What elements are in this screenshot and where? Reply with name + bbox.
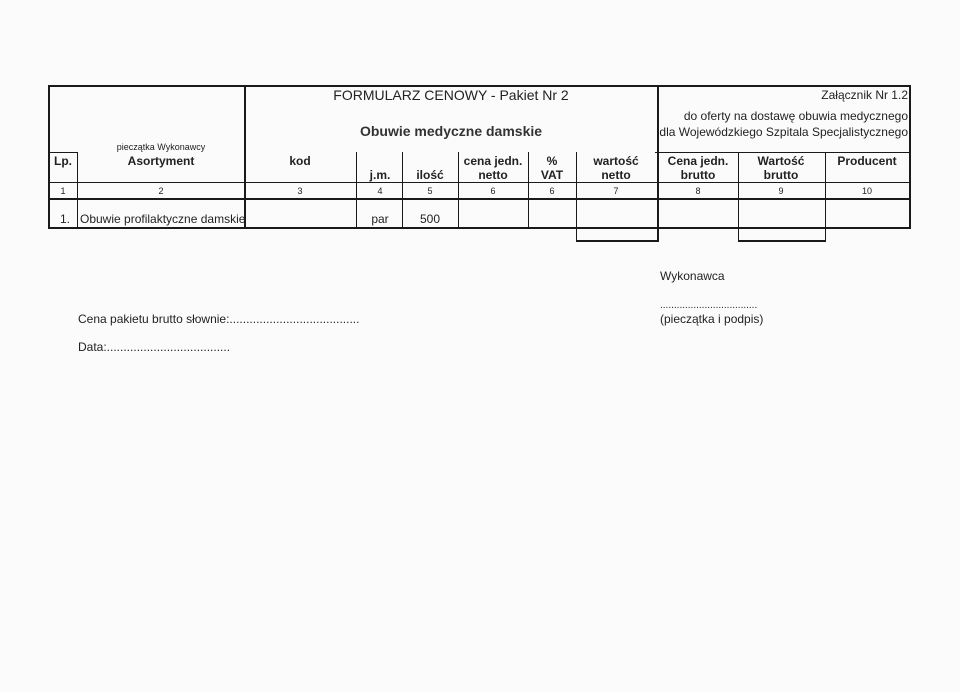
col-number: 5 bbox=[427, 186, 433, 196]
col-header-wartosc-netto-1: wartość bbox=[593, 154, 639, 168]
row-asortyment: Obuwie profilaktyczne damskie bbox=[80, 212, 246, 226]
col-header-ilosc: ilość bbox=[416, 168, 444, 182]
attachment-number: Załącznik Nr 1.2 bbox=[821, 88, 908, 102]
offer-line-2: dla Wojewódzkiego Szpitala Specjalistycznego bbox=[659, 125, 908, 139]
form-subtitle: Obuwie medyczne damskie bbox=[359, 123, 543, 139]
col-header-cena-netto-1: cena jedn. bbox=[463, 154, 523, 168]
col-header-asortyment: Asortyment bbox=[127, 154, 195, 168]
form-title: FORMULARZ CENOWY - Pakiet Nr 2 bbox=[333, 87, 569, 103]
col-number: 6 bbox=[549, 186, 555, 196]
col-header-wartosc-brutto-2: brutto bbox=[763, 168, 799, 182]
col-number: 3 bbox=[297, 186, 303, 196]
signature-label: (pieczątka i podpis) bbox=[660, 312, 764, 326]
stamp-label: pieczątka Wykonawcy bbox=[116, 142, 206, 152]
col-header-cena-brutto-2: brutto bbox=[680, 168, 716, 182]
col-header-vat-1: % bbox=[546, 154, 558, 168]
col-header-lp: Lp. bbox=[54, 154, 72, 168]
price-in-words-field: Cena pakietu brutto słownie:....................................... bbox=[78, 312, 360, 326]
offer-line-1: do oferty na dostawę obuwia medycznego bbox=[683, 109, 908, 123]
col-number: 6 bbox=[490, 186, 496, 196]
row-ilosc: 500 bbox=[419, 212, 441, 226]
col-header-kod: kod bbox=[289, 154, 311, 168]
signature-line: ................................... bbox=[660, 300, 758, 311]
row-lp: 1. bbox=[60, 212, 71, 226]
col-header-cena-netto-2: netto bbox=[478, 168, 508, 182]
col-header-jm: j.m. bbox=[369, 168, 391, 182]
col-number: 10 bbox=[861, 186, 873, 196]
row-jm: par bbox=[371, 212, 389, 226]
contractor-label: Wykonawca bbox=[660, 269, 725, 283]
col-number: 9 bbox=[778, 186, 784, 196]
col-number: 1 bbox=[60, 186, 66, 196]
col-number: 7 bbox=[613, 186, 619, 196]
col-header-producent: Producent bbox=[837, 154, 897, 168]
col-header-wartosc-brutto-1: Wartość bbox=[757, 154, 805, 168]
col-number: 2 bbox=[158, 186, 164, 196]
col-header-cena-brutto-1: Cena jedn. bbox=[667, 154, 729, 168]
col-header-vat-2: VAT bbox=[540, 168, 564, 182]
col-number: 4 bbox=[377, 186, 383, 196]
col-number: 8 bbox=[695, 186, 701, 196]
date-field: Data:..................................... bbox=[78, 340, 231, 354]
col-header-wartosc-netto-2: netto bbox=[601, 168, 631, 182]
